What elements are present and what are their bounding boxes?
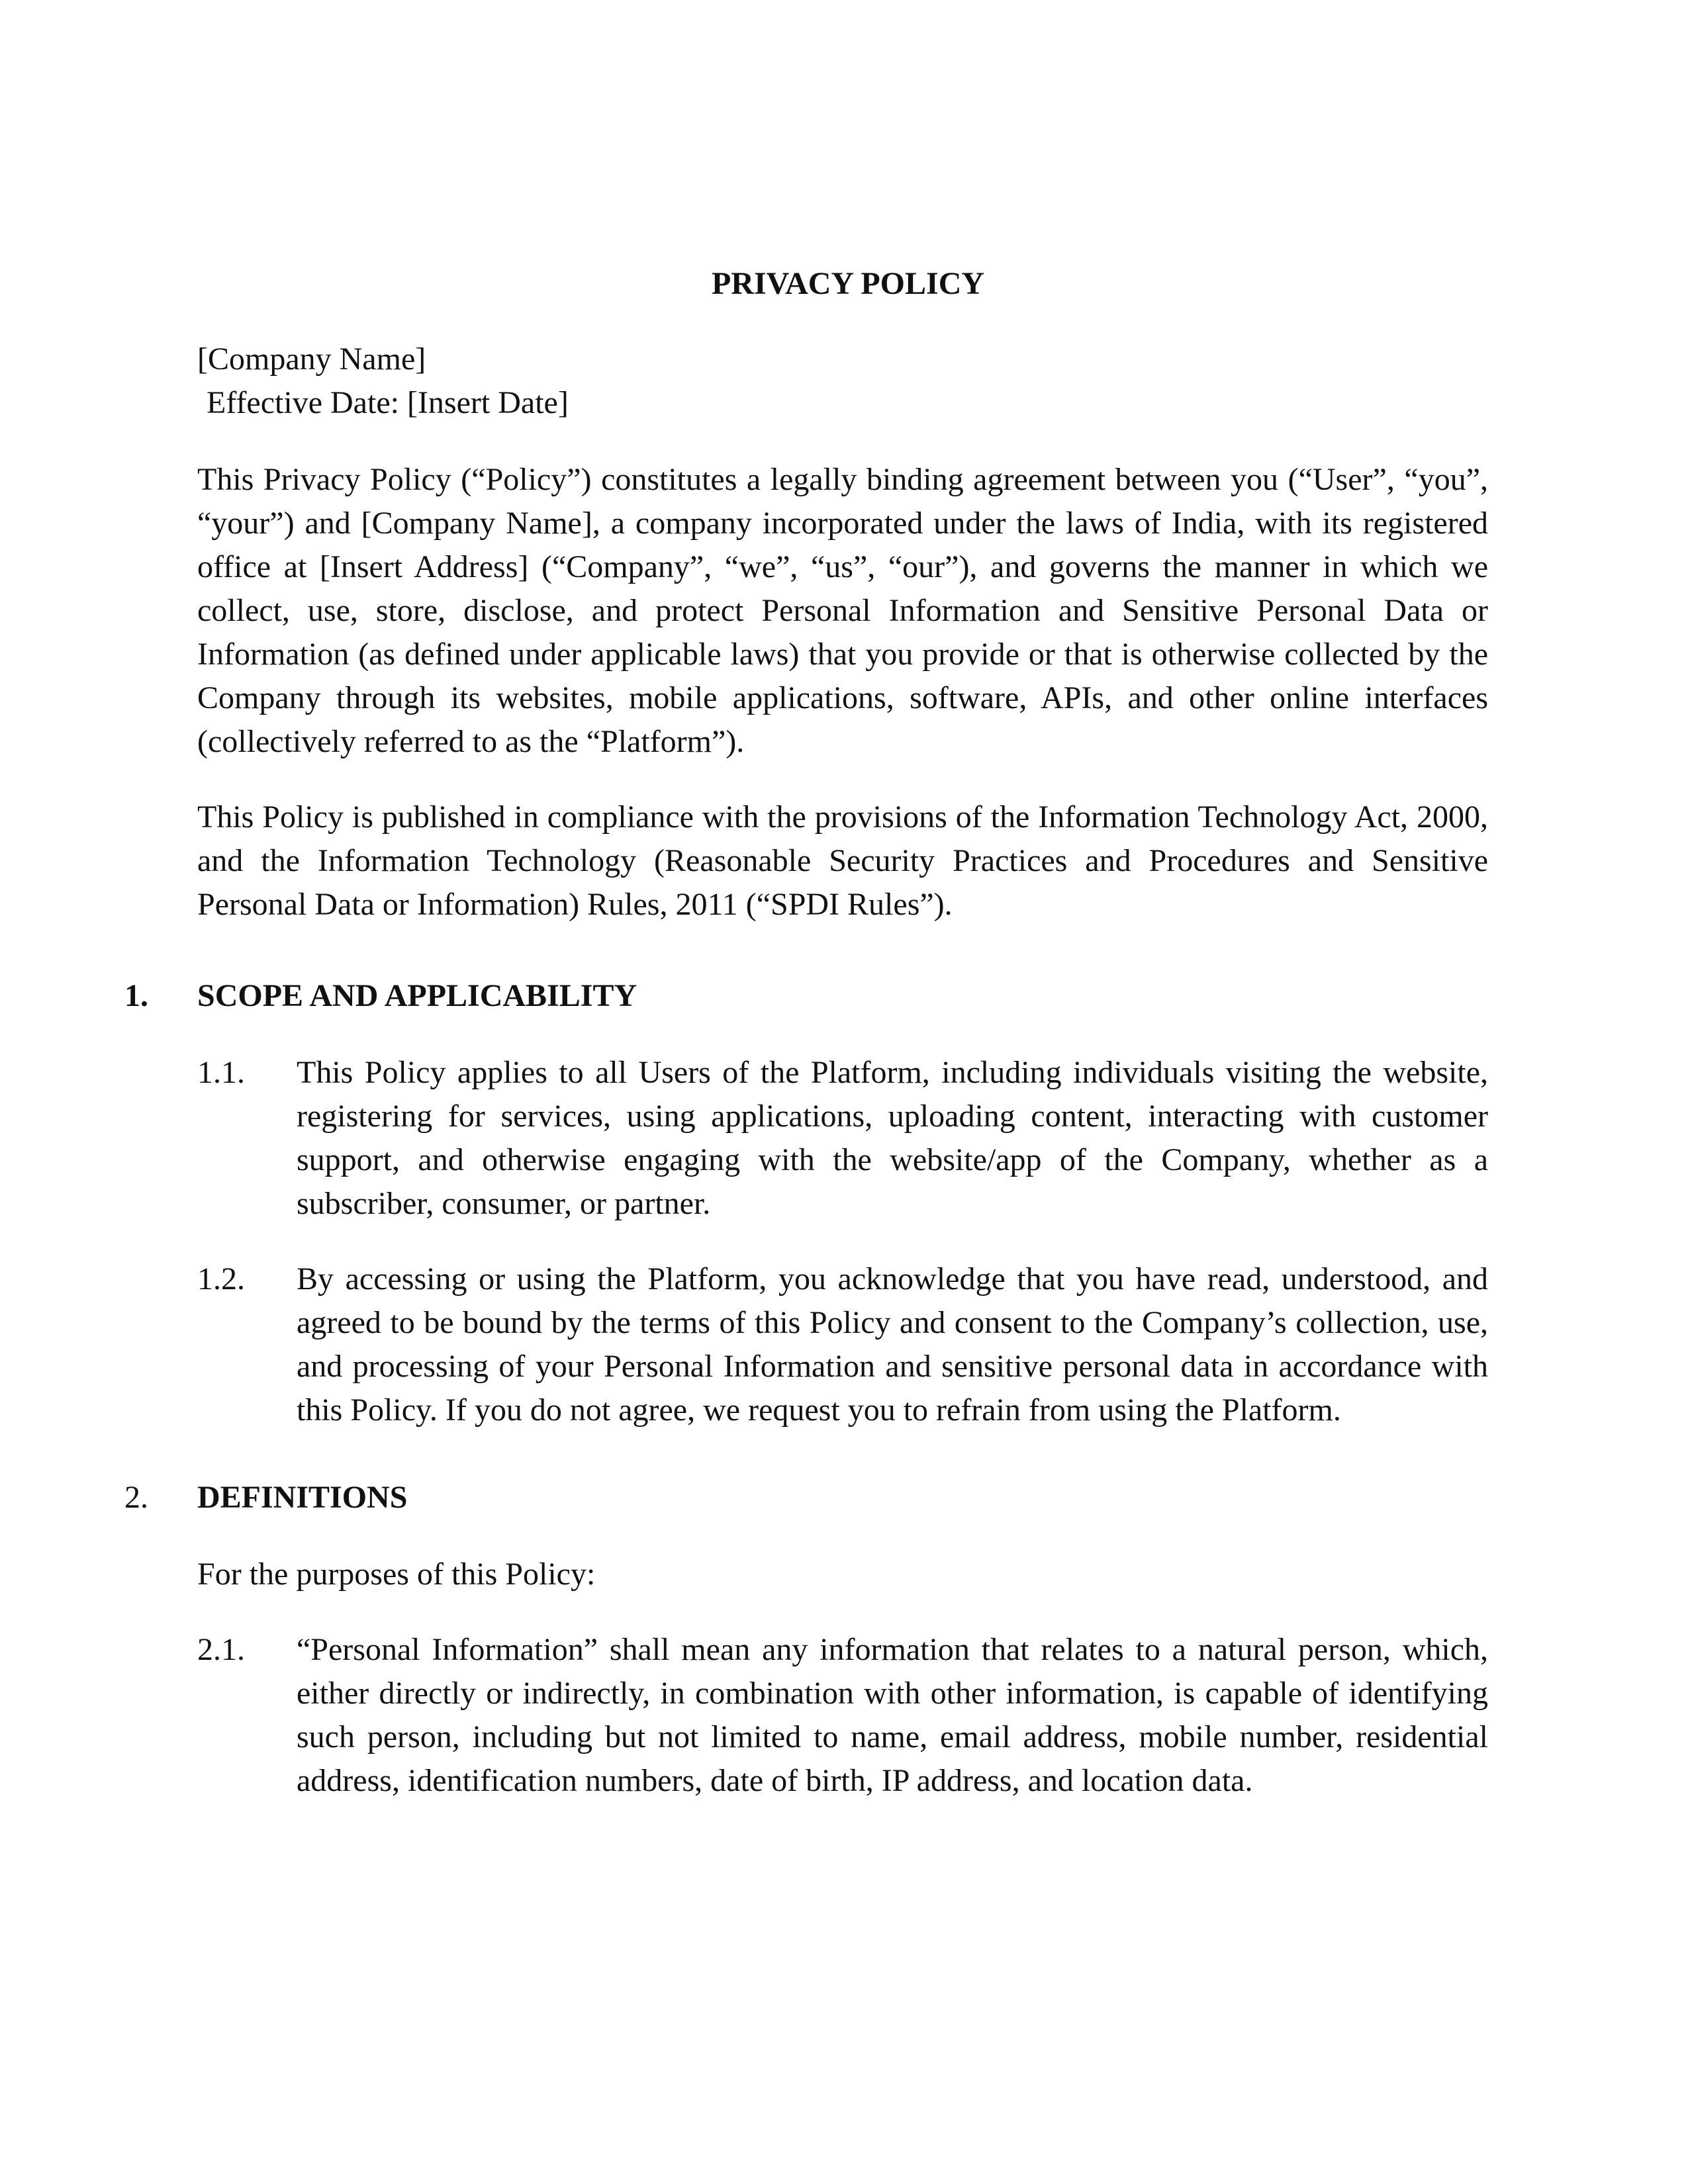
compliance-paragraph: This Policy is published in compliance with the provisions of the Information Technology Act, 2000, and the Information Technology (Reasonable Security Practices and Procedures and Sensitive Personal Data or Information) Rules, 2011 (“SPDI Rules”).	[197, 799, 1488, 922]
document-content	[124, 262, 1488, 1835]
clause-text: This Policy applies to all Users of the Platform, including individuals visiting the website, registering for services, using applications, uploading content, interacting with customer support, and otherwise engaging with the website/app of the Company, whether as a subscriber, consumer, or partner.	[297, 1055, 1488, 1221]
section-number: 1.	[124, 978, 148, 1013]
section-number: 2.	[124, 1480, 148, 1515]
intro-paragraph: This Privacy Policy (“Policy”) constitutes a legally binding agreement between you (“User”, “you”, “your”) and [Company Name], a company incorporated under the laws of India, with its registered office at [Insert Address] (“Company”, “we”, “us”, “our”), and governs the manner in which we collect, use, store, disclose, and protect Personal Information and Sensitive Personal Data or Information (as defined under applicable laws) that you provide or that is otherwise collected by the Company through its websites, mobile applications, software, APIs, and other online interfaces (collectively referred to as the “Platform”).	[197, 462, 1488, 759]
definitions-intro: For the purposes of this Policy:	[197, 1557, 596, 1592]
clause-2-1	[197, 1628, 1488, 1803]
document-title: PRIVACY POLICY	[711, 266, 985, 301]
clause-1-1	[197, 1051, 1488, 1226]
clause-number: 1.2.	[197, 1261, 245, 1297]
clause-text: “Personal Information” shall mean any information that relates to a natural person, which, either directly or indirectly, in combination with other information, is capable of identifying such person, including but not limited to name, email address, mobile number, residential address, identification numbers, date of birth, IP address, and location data.	[297, 1632, 1488, 1798]
clause-number: 1.1.	[197, 1055, 245, 1090]
effective-date: Effective Date: [Insert Date]	[207, 385, 569, 420]
clause-text: By accessing or using the Platform, you acknowledge that you have read, understood, and agreed to be bound by the terms of this Policy and consent to the Company’s collection, use, and processing of your Personal Information and sensitive personal data in accordance with this Policy. If you do not agree, we request you to refrain from using the Platform.	[297, 1261, 1488, 1428]
clause-1-2	[197, 1257, 1488, 1432]
section-title: DEFINITIONS	[197, 1480, 408, 1515]
section-heading-scope	[124, 974, 1488, 1018]
section-title: SCOPE AND APPLICABILITY	[197, 978, 637, 1013]
section-heading-definitions	[124, 1476, 1488, 1520]
company-name: [Company Name]	[197, 341, 426, 377]
clause-number: 2.1.	[197, 1632, 245, 1667]
